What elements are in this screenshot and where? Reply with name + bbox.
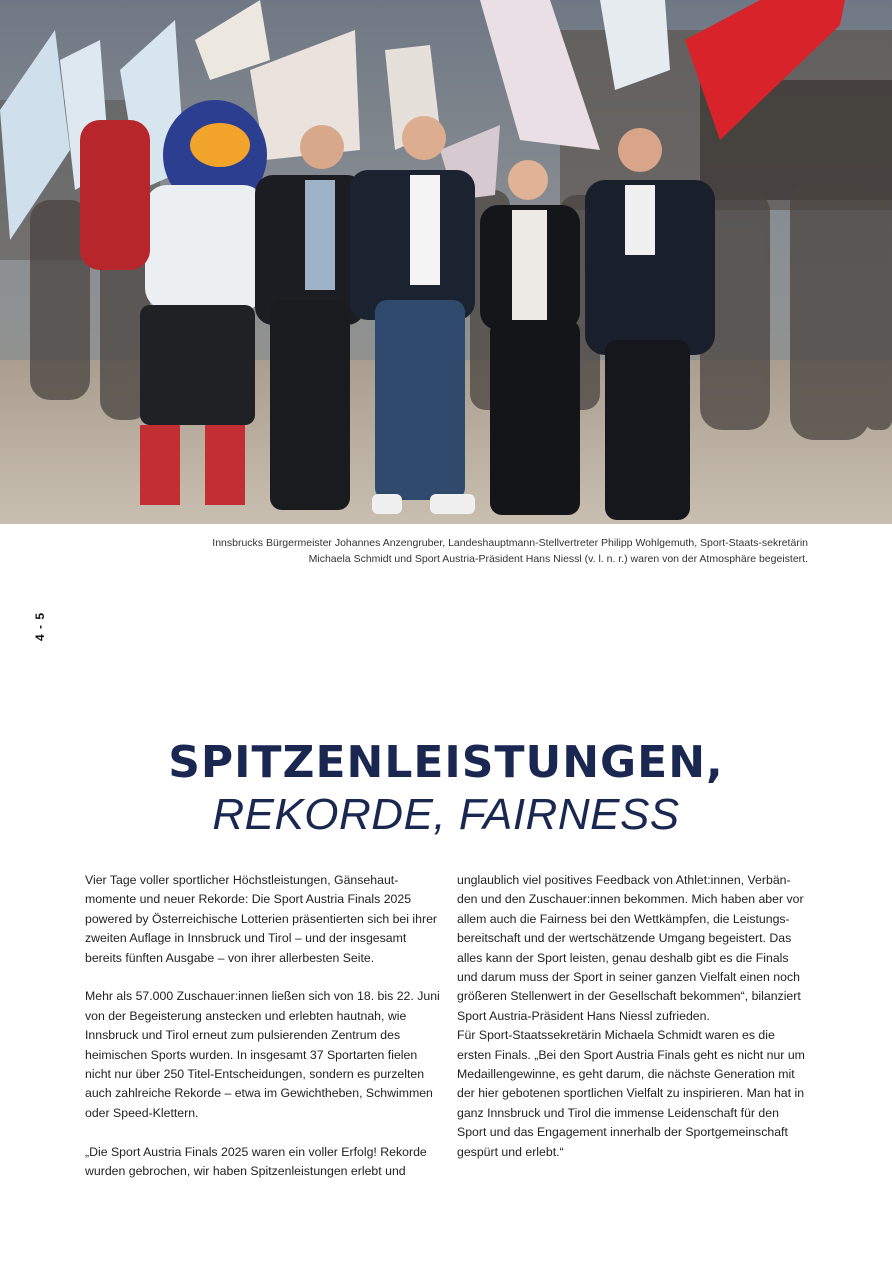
- article-column-right: [457, 871, 807, 1162]
- title-line-1: SPITZENLEISTUNGEN,: [168, 737, 724, 788]
- photo-caption: Innsbrucks Bürgermeister Johannes Anzengruber, Landeshauptmann-Stellvertreter Philipp Wohlgemuth, Sport-Staats-sekretärin Michaela Schmidt und Sport Austria-Präsident Hans Niessl (v. l. n. r.) waren von der Atmosphäre begeistert.: [212, 537, 808, 565]
- title-line-2: REKORDE, FAIRNESS: [212, 790, 680, 839]
- article-title: [0, 736, 892, 840]
- page-number: 4 - 5: [33, 612, 47, 642]
- paragraph: Für Sport-Staatssekretärin Michaela Schmidt waren es die ersten Finals. „Bei den Sport Austria Finals geht es nicht nur um Medaillengewinne, es geht darum, die nächste Generation mit der hier gebotenen sportlichen Vielfalt zu inspirieren. Man hat in ganz Innsbruck und Tirol die immense Leidenschaft für den Sport und das Engagement innerhalb der Sportgemeinschaft gespürt und erlebt.“: [457, 1028, 805, 1159]
- paragraph: unglaublich viel positives Feedback von Athlet:innen, Verbän-den und den Zuschauer:innen bekommen. Mich haben aber vor allem auch die Fairness bei den Wettkämpfen, die Leistungs-bereitschaft und der wertschätzende Umgang begeistert. Das alles kann der Sport leisten, genau deshalb gibt es die Finals und darum muss der Sport in seiner ganzen Vielfalt einen noch größeren Stellenwert in der Gesellschaft bekommen“, bilanziert Sport Austria-Präsident Hans Niessl zufrieden.: [457, 873, 804, 1023]
- paragraph: „Die Sport Austria Finals 2025 waren ein voller Erfolg! Rekorde wurden gebrochen, wir haben Spitzenleistungen erlebt und: [85, 1144, 427, 1179]
- event-photo-illustration: [0, 0, 892, 524]
- paragraph: Vier Tage voller sportlicher Höchstleistungen, Gänsehaut-momente und neuer Rekorde: Die Sport Austria Finals 2025 powered by Österreichische Lotterien präsentierten sich bei ihrer zweiten Auflage in Innsbruck und Tirol – und der insgesamt bereits fünften Ausgabe – von ihrer allerbesten Seite.: [85, 873, 438, 965]
- paragraph: Mehr als 57.000 Zuschauer:innen ließen sich von 18. bis 22. Juni von der Begeisterung anstecken und erlebten hautnah, wie Innsbruck und Tirol erneut zum pulsierenden Zentrum des heimischen Sports wurden. In insgesamt 37 Sportarten fielen nicht nur über 250 Titel-Entscheidungen, sondern es purzelten auch zahlreiche Rekorde – etwa im Gewichtheben, Schwimmen oder Speed-Klettern.: [85, 989, 440, 1120]
- hero-photo: [0, 0, 892, 524]
- article-column-left: [85, 871, 440, 1181]
